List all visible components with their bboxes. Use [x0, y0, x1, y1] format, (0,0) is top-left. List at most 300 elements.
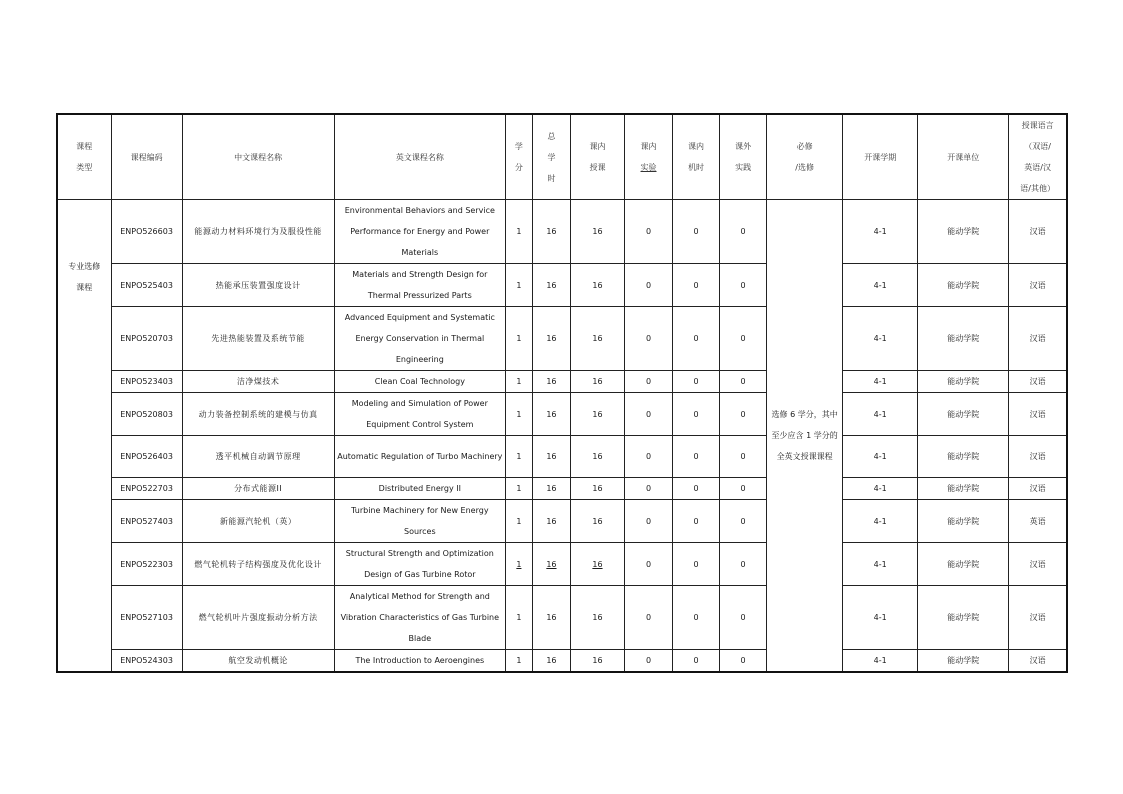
course-code-cell-text: ENPO522703 — [120, 484, 173, 493]
practice-hours-cell — [720, 264, 767, 307]
table-row — [57, 436, 1067, 478]
lab-hours-cell — [625, 478, 673, 500]
header-requirement-line: /选修 — [795, 163, 814, 172]
language-cell — [1009, 543, 1067, 586]
department-cell-text: 能动学院 — [947, 516, 980, 526]
total-hours-cell — [532, 436, 570, 478]
header-row — [57, 114, 1067, 200]
practice-hours-cell-text: 0 — [740, 613, 746, 622]
course-code-cell-text: ENPO520803 — [120, 409, 173, 419]
course-code-cell — [111, 650, 182, 673]
english-name-cell — [334, 436, 505, 478]
practice-hours-cell — [720, 650, 767, 673]
header-language-line: （双语/ — [1024, 142, 1051, 151]
total-hours-cell-text: 16 — [546, 452, 557, 461]
credits-cell-text: 1 — [516, 377, 522, 386]
language-cell-text: 汉语 — [1029, 484, 1046, 493]
language-cell — [1009, 200, 1067, 264]
header-en-name-line: 英文课程名称 — [395, 152, 444, 162]
computer-hours-cell — [673, 371, 720, 393]
lecture-hours-cell — [570, 393, 624, 436]
department-cell — [918, 543, 1009, 586]
credits-cell — [505, 543, 532, 586]
total-hours-cell — [532, 371, 570, 393]
practice-hours-cell — [720, 500, 767, 543]
credits-cell — [505, 436, 532, 478]
department-cell — [918, 393, 1009, 436]
computer-hours-cell — [673, 650, 720, 673]
language-cell-text: 汉语 — [1029, 656, 1046, 665]
semester-cell — [843, 500, 918, 543]
department-cell-text: 能动学院 — [947, 280, 980, 290]
header-cn-name-line: 中文课程名称 — [234, 152, 283, 162]
header-language-line: 语/其他） — [1020, 184, 1055, 193]
lab-hours-cell-text: 0 — [645, 452, 652, 461]
computer-hours-cell — [673, 478, 720, 500]
total-hours-cell-text: 16 — [546, 613, 557, 622]
practice-hours-cell-text: 0 — [740, 334, 746, 343]
chinese-name-cell-text: 燃气轮机转子结构强度及优化设计 — [194, 559, 322, 569]
chinese-name-cell-text: 动力装备控制系统的建模与仿真 — [198, 409, 318, 419]
lecture-hours-cell — [570, 586, 624, 650]
semester-cell-text: 4-1 — [873, 516, 887, 526]
department-cell — [918, 307, 1009, 371]
semester-cell — [843, 393, 918, 436]
computer-hours-cell-text: 0 — [693, 280, 699, 290]
chinese-name-cell-text: 燃气轮机叶片强度振动分析方法 — [198, 613, 318, 622]
english-name-cell-text: Automatic Regulation of Turbo Machinery — [337, 452, 503, 461]
language-cell — [1009, 393, 1067, 436]
english-name-cell-text: Distributed Energy II — [378, 484, 461, 493]
credits-cell — [505, 478, 532, 500]
header-semester-line: 开课学期 — [864, 152, 897, 162]
header-category-line: 课程 — [76, 142, 93, 151]
semester-cell — [843, 543, 918, 586]
chinese-name-cell-text: 能源动力材料环境行为及服役性能 — [194, 227, 322, 236]
english-name-cell — [334, 543, 505, 586]
course-code-cell — [111, 436, 182, 478]
chinese-name-cell-text: 先进热能装置及系统节能 — [211, 334, 305, 343]
header-language-line: 授课语言 — [1021, 121, 1054, 130]
chinese-name-cell-text: 洁净煤技术 — [236, 377, 280, 386]
semester-cell-text: 4-1 — [873, 452, 887, 461]
language-cell-text: 汉语 — [1029, 452, 1046, 461]
table-row — [57, 264, 1067, 307]
chinese-name-cell — [182, 200, 334, 264]
credits-cell — [505, 650, 532, 673]
lab-hours-cell — [625, 586, 673, 650]
credits-cell — [505, 264, 532, 307]
course-code-cell — [111, 393, 182, 436]
english-name-cell — [334, 200, 505, 264]
lab-hours-cell-text: 0 — [645, 377, 652, 386]
credits-cell-text: 1 — [516, 516, 522, 526]
department-cell-text: 能动学院 — [947, 334, 980, 343]
english-name-cell — [334, 307, 505, 371]
semester-cell — [843, 371, 918, 393]
practice-hours-cell-text: 0 — [740, 377, 746, 386]
language-cell-text: 汉语 — [1029, 613, 1046, 622]
total-hours-cell — [532, 264, 570, 307]
lecture-hours-cell-text: 16 — [592, 452, 603, 461]
credits-cell-text: 1 — [516, 656, 522, 665]
header-computer — [673, 114, 720, 200]
computer-hours-cell-text: 0 — [693, 452, 699, 461]
header-hours-line: 时 — [547, 173, 556, 183]
total-hours-cell-text: 16 — [546, 656, 557, 665]
lab-hours-cell-text: 0 — [645, 656, 652, 665]
computer-hours-cell-text: 0 — [693, 227, 699, 236]
chinese-name-cell-text: 热能承压装置强度设计 — [215, 280, 301, 290]
course-table — [56, 113, 1068, 673]
practice-hours-cell — [720, 478, 767, 500]
course-code-cell — [111, 371, 182, 393]
lab-hours-cell — [625, 543, 673, 586]
course-category-cell — [57, 200, 111, 673]
total-hours-cell-text: 16 — [546, 484, 557, 493]
language-cell — [1009, 436, 1067, 478]
lecture-hours-cell-text: 16 — [592, 280, 603, 290]
lab-hours-cell — [625, 371, 673, 393]
lecture-hours-cell — [570, 200, 624, 264]
header-lecture-line: 授课 — [589, 163, 606, 172]
chinese-name-cell — [182, 436, 334, 478]
language-cell — [1009, 371, 1067, 393]
language-cell-text: 汉语 — [1029, 280, 1046, 290]
english-name-cell — [334, 478, 505, 500]
lecture-hours-cell-text: 16 — [592, 559, 603, 569]
practice-hours-cell-text: 0 — [740, 559, 746, 569]
lab-hours-cell-text: 0 — [645, 484, 652, 493]
language-cell — [1009, 307, 1067, 371]
practice-hours-cell — [720, 393, 767, 436]
table-row — [57, 307, 1067, 371]
computer-hours-cell-text: 0 — [693, 377, 699, 386]
semester-cell — [843, 307, 918, 371]
header-semester — [843, 114, 918, 200]
computer-hours-cell — [673, 393, 720, 436]
credits-cell-text: 1 — [516, 409, 522, 419]
english-name-cell — [334, 393, 505, 436]
lab-hours-cell — [625, 200, 673, 264]
english-name-cell — [334, 650, 505, 673]
practice-hours-cell — [720, 586, 767, 650]
semester-cell-text: 4-1 — [873, 656, 887, 665]
header-credits-line: 学 — [514, 142, 523, 151]
header-hours — [532, 114, 570, 200]
language-cell-text: 汉语 — [1029, 227, 1046, 236]
lab-hours-cell — [625, 393, 673, 436]
header-category — [57, 114, 111, 200]
table-row — [57, 371, 1067, 393]
practice-hours-cell — [720, 307, 767, 371]
language-cell — [1009, 478, 1067, 500]
lab-hours-cell — [625, 650, 673, 673]
chinese-name-cell — [182, 264, 334, 307]
computer-hours-cell — [673, 264, 720, 307]
english-name-cell-text: Advanced Equipment and Systematic Energy Conservation in Thermal Engineering — [344, 313, 495, 364]
semester-cell — [843, 650, 918, 673]
lab-hours-cell — [625, 500, 673, 543]
department-cell-text: 能动学院 — [947, 484, 980, 493]
department-cell-text: 能动学院 — [947, 377, 980, 386]
course-code-cell — [111, 478, 182, 500]
practice-hours-cell-text: 0 — [740, 516, 746, 526]
chinese-name-cell — [182, 371, 334, 393]
credits-cell — [505, 307, 532, 371]
credits-cell — [505, 371, 532, 393]
lab-hours-cell-text: 0 — [645, 334, 652, 343]
credits-cell — [505, 393, 532, 436]
semester-cell-text: 4-1 — [873, 409, 887, 419]
course-code-cell-text: ENPO527403 — [120, 516, 173, 526]
course-code-cell-text: ENPO520703 — [120, 334, 173, 343]
english-name-cell-text: Analytical Method for Strength and Vibration Characteristics of Gas Turbine Blade — [340, 592, 500, 643]
lecture-hours-cell-text: 16 — [592, 409, 603, 419]
english-name-cell — [334, 264, 505, 307]
language-cell — [1009, 500, 1067, 543]
table-row — [57, 543, 1067, 586]
semester-cell — [843, 264, 918, 307]
lecture-hours-cell-text: 16 — [592, 516, 603, 526]
language-cell-text: 汉语 — [1029, 559, 1046, 569]
header-language — [1009, 114, 1067, 200]
header-practice-line: 课外 — [735, 142, 752, 151]
header-category-line: 类型 — [76, 163, 93, 172]
semester-cell — [843, 586, 918, 650]
credits-cell — [505, 200, 532, 264]
lecture-hours-cell-text: 16 — [592, 484, 603, 493]
course-code-cell — [111, 586, 182, 650]
header-language-line: 英语/汉 — [1024, 163, 1051, 172]
header-department — [918, 114, 1009, 200]
chinese-name-cell-text: 分布式能源II — [234, 484, 283, 493]
english-name-cell-text: The Introduction to Aeroengines — [355, 656, 485, 665]
total-hours-cell-text: 16 — [546, 227, 557, 236]
practice-hours-cell-text: 0 — [740, 409, 746, 419]
english-name-cell-text: Modeling and Simulation of Power Equipment Control System — [351, 399, 488, 429]
department-cell-text: 能动学院 — [947, 613, 980, 622]
computer-hours-cell-text: 0 — [693, 559, 699, 569]
practice-hours-cell — [720, 371, 767, 393]
total-hours-cell-text: 16 — [546, 409, 557, 419]
computer-hours-cell — [673, 307, 720, 371]
lab-hours-cell-text: 0 — [645, 409, 652, 419]
total-hours-cell-text: 16 — [546, 516, 557, 526]
header-practice-line: 实践 — [735, 163, 752, 172]
english-name-cell-text: Structural Strength and Optimization Design of Gas Turbine Rotor — [345, 549, 494, 579]
english-name-cell — [334, 586, 505, 650]
language-cell-text: 汉语 — [1029, 377, 1046, 386]
chinese-name-cell — [182, 543, 334, 586]
lab-hours-cell-text: 0 — [645, 280, 652, 290]
department-cell — [918, 436, 1009, 478]
computer-hours-cell — [673, 200, 720, 264]
language-cell-text: 汉语 — [1029, 409, 1046, 419]
department-cell — [918, 478, 1009, 500]
lecture-hours-cell — [570, 307, 624, 371]
department-cell-text: 能动学院 — [947, 227, 980, 236]
computer-hours-cell — [673, 436, 720, 478]
header-practice — [720, 114, 767, 200]
course-code-cell-text: ENPO523403 — [120, 377, 173, 386]
header-requirement-line: 必修 — [796, 142, 813, 151]
header-department-line: 开课单位 — [947, 152, 980, 162]
total-hours-cell — [532, 478, 570, 500]
lecture-hours-cell — [570, 543, 624, 586]
english-name-cell-text: Clean Coal Technology — [374, 377, 465, 386]
table-row — [57, 200, 1067, 264]
header-lab-line: 课内 — [640, 142, 657, 151]
table-row — [57, 650, 1067, 673]
header-en-name — [334, 114, 505, 200]
credits-cell — [505, 500, 532, 543]
chinese-name-cell — [182, 393, 334, 436]
header-code-line: 课程编码 — [130, 152, 163, 162]
total-hours-cell — [532, 500, 570, 543]
course-code-cell-text: ENPO524303 — [120, 656, 173, 665]
lab-hours-cell — [625, 307, 673, 371]
practice-hours-cell — [720, 543, 767, 586]
course-code-cell — [111, 307, 182, 371]
chinese-name-cell — [182, 478, 334, 500]
practice-hours-cell-text: 0 — [740, 484, 746, 493]
practice-hours-cell-text: 0 — [740, 227, 746, 236]
department-cell — [918, 650, 1009, 673]
computer-hours-cell-text: 0 — [693, 613, 699, 622]
total-hours-cell — [532, 650, 570, 673]
header-requirement — [767, 114, 843, 200]
semester-cell-text: 4-1 — [873, 377, 887, 386]
header-lecture-line: 课内 — [589, 142, 606, 151]
course-code-cell-text: ENPO526603 — [120, 227, 173, 236]
lecture-hours-cell-text: 16 — [592, 227, 603, 236]
credits-cell-text: 1 — [516, 613, 522, 622]
language-cell-text: 英语 — [1029, 516, 1046, 526]
lab-hours-cell-text: 0 — [645, 227, 652, 236]
practice-hours-cell-text: 0 — [740, 452, 746, 461]
header-lab — [625, 114, 673, 200]
course-code-cell-text: ENPO527103 — [120, 613, 173, 622]
department-cell — [918, 586, 1009, 650]
requirement-note-text: 选修 6 学分，其中至少应含 1 学分的全英文授课课程 — [771, 410, 838, 461]
lecture-hours-cell-text: 16 — [592, 377, 603, 386]
table-row — [57, 586, 1067, 650]
lecture-hours-cell — [570, 478, 624, 500]
course-code-cell — [111, 264, 182, 307]
practice-hours-cell-text: 0 — [740, 280, 746, 290]
total-hours-cell — [532, 200, 570, 264]
computer-hours-cell-text: 0 — [693, 656, 699, 665]
total-hours-cell — [532, 307, 570, 371]
computer-hours-cell-text: 0 — [693, 334, 699, 343]
lab-hours-cell — [625, 264, 673, 307]
credits-cell-text: 1 — [516, 484, 522, 493]
computer-hours-cell — [673, 543, 720, 586]
department-cell — [918, 500, 1009, 543]
lab-hours-cell — [625, 436, 673, 478]
lab-hours-cell-text: 0 — [645, 559, 652, 569]
table-row — [57, 500, 1067, 543]
lecture-hours-cell — [570, 371, 624, 393]
total-hours-cell-text: 16 — [546, 559, 557, 569]
computer-hours-cell — [673, 586, 720, 650]
chinese-name-cell-text: 航空发动机概论 — [228, 656, 288, 665]
chinese-name-cell — [182, 500, 334, 543]
credits-cell-text: 1 — [516, 452, 522, 461]
credits-cell-text: 1 — [516, 227, 522, 236]
language-cell — [1009, 264, 1067, 307]
header-computer-line: 机时 — [688, 163, 705, 172]
table-body — [57, 200, 1067, 673]
semester-cell — [843, 200, 918, 264]
lecture-hours-cell-text: 16 — [592, 334, 603, 343]
chinese-name-cell-text: 新能源汽轮机（英） — [219, 516, 297, 526]
department-cell-text: 能动学院 — [947, 559, 980, 569]
chinese-name-cell — [182, 307, 334, 371]
computer-hours-cell-text: 0 — [693, 484, 699, 493]
total-hours-cell — [532, 393, 570, 436]
chinese-name-cell-text: 透平机械自动调节原理 — [215, 452, 301, 461]
course-code-cell — [111, 200, 182, 264]
lecture-hours-cell — [570, 436, 624, 478]
department-cell-text: 能动学院 — [947, 452, 980, 461]
header-credits-line: 分 — [514, 163, 523, 172]
department-cell — [918, 371, 1009, 393]
course-category-line: 课程 — [76, 283, 93, 292]
computer-hours-cell — [673, 500, 720, 543]
lecture-hours-cell — [570, 650, 624, 673]
chinese-name-cell — [182, 586, 334, 650]
department-cell — [918, 264, 1009, 307]
department-cell-text: 能动学院 — [947, 656, 980, 665]
english-name-cell — [334, 371, 505, 393]
computer-hours-cell-text: 0 — [693, 516, 699, 526]
header-cn-name — [182, 114, 334, 200]
credits-cell-text: 1 — [516, 559, 522, 569]
practice-hours-cell — [720, 200, 767, 264]
course-code-cell-text: ENPO526403 — [120, 452, 173, 461]
lecture-hours-cell — [570, 500, 624, 543]
lecture-hours-cell — [570, 264, 624, 307]
table-row — [57, 393, 1067, 436]
department-cell — [918, 200, 1009, 264]
semester-cell-text: 4-1 — [873, 334, 887, 343]
computer-hours-cell-text: 0 — [693, 409, 699, 419]
total-hours-cell-text: 16 — [546, 280, 557, 290]
requirement-note-cell — [767, 200, 843, 673]
department-cell-text: 能动学院 — [947, 409, 980, 419]
total-hours-cell-text: 16 — [546, 334, 557, 343]
english-name-cell-text: Turbine Machinery for New Energy Sources — [351, 506, 489, 536]
header-hours-line: 总 — [547, 131, 556, 141]
header-lab-line: 实验 — [640, 163, 657, 172]
course-code-cell — [111, 543, 182, 586]
semester-cell-text: 4-1 — [873, 280, 887, 290]
english-name-cell-text: Environmental Behaviors and Service Performance for Energy and Power Materials — [344, 206, 495, 257]
course-code-cell-text: ENPO525403 — [120, 280, 173, 290]
header-lecture — [570, 114, 624, 200]
header-credits — [505, 114, 532, 200]
lab-hours-cell-text: 0 — [645, 613, 652, 622]
chinese-name-cell — [182, 650, 334, 673]
lecture-hours-cell-text: 16 — [592, 613, 603, 622]
english-name-cell-text: Materials and Strength Design for Thermal Pressurized Parts — [352, 270, 488, 300]
practice-hours-cell — [720, 436, 767, 478]
course-code-cell — [111, 500, 182, 543]
language-cell-text: 汉语 — [1029, 334, 1046, 343]
lecture-hours-cell-text: 16 — [592, 656, 603, 665]
